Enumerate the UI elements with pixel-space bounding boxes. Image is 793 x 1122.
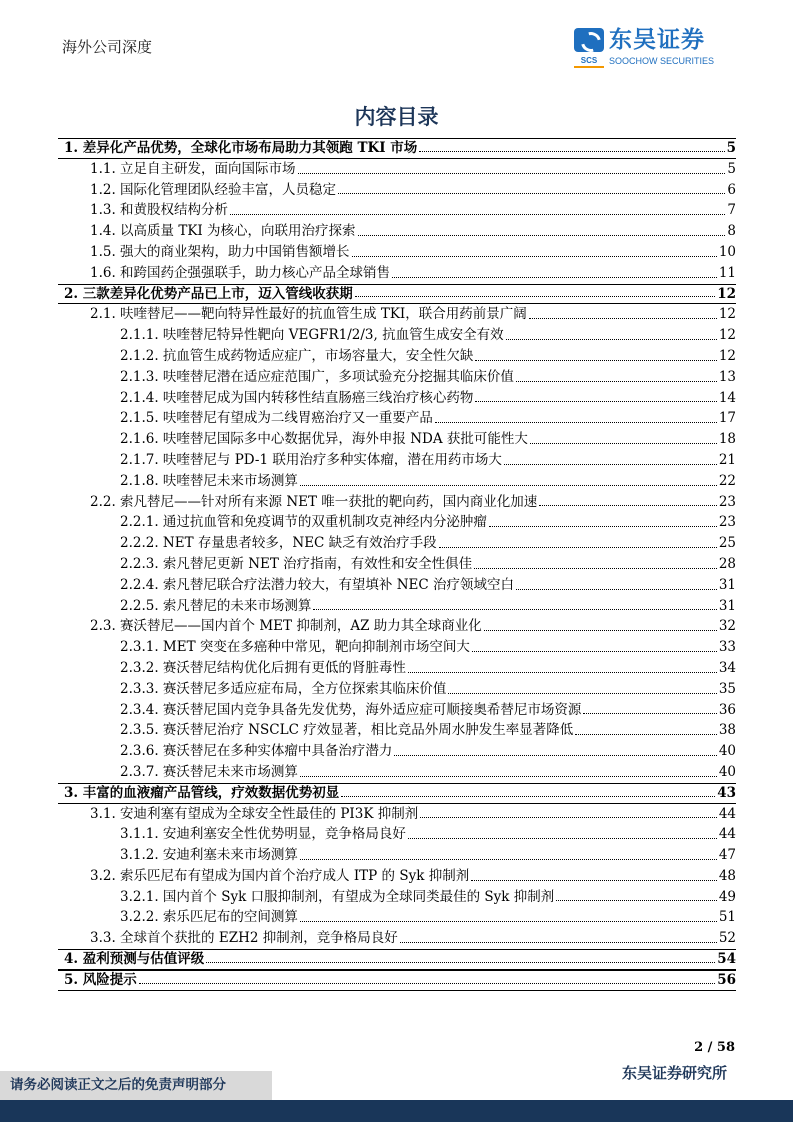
toc-entry[interactable] xyxy=(58,928,736,949)
disclaimer-note: 请务必阅读正文之后的免责声明部分 xyxy=(0,1071,272,1100)
toc-entry-label: 1.3. 和黄股权结构分析 xyxy=(90,202,229,219)
leader-dots xyxy=(352,256,717,257)
leader-dots xyxy=(474,568,717,569)
leader-dots xyxy=(556,900,717,901)
toc-entry-label: 2.3.4. 赛沃替尼国内竞争具备先发优势，海外适应症可顺接奥希替尼市场资源 xyxy=(120,701,582,718)
leader-dots xyxy=(300,776,717,777)
toc-entry-label: 3.2. 索乐匹尼布有望成为国内首个治疗成人 ITP 的 Syk 抑制剂 xyxy=(90,867,470,884)
leader-dots xyxy=(529,318,717,319)
toc-entry-page: 54 xyxy=(717,951,736,968)
toc-entry[interactable] xyxy=(58,512,736,533)
toc-entry-label: 2.3. 赛沃替尼——国内首个 MET 抑制剂，AZ 助力其全球商业化 xyxy=(90,618,482,635)
leader-dots xyxy=(530,443,717,444)
toc-entry[interactable] xyxy=(58,159,736,180)
soochow-logo xyxy=(574,28,739,68)
toc-entry-page: 17 xyxy=(718,410,736,427)
leader-dots xyxy=(471,880,717,881)
leader-dots xyxy=(439,547,717,548)
leader-dots xyxy=(300,485,717,486)
toc-entry-label: 2.2.4. 索凡替尼联合疗法潜力较大，有望填补 NEC 治疗领域空白 xyxy=(120,576,515,593)
leader-dots xyxy=(341,796,715,797)
toc-entry-label: 1.2. 国际化管理团队经验丰富，人员稳定 xyxy=(90,181,337,198)
toc-entry-page: 5 xyxy=(726,140,736,156)
leader-dots xyxy=(448,693,716,694)
toc-entry-page: 12 xyxy=(718,347,736,364)
toc-entry[interactable] xyxy=(58,866,736,887)
toc-entry[interactable] xyxy=(58,700,736,721)
toc-entry[interactable] xyxy=(58,783,736,804)
toc-entry[interactable] xyxy=(58,637,736,658)
toc-entry-page: 12 xyxy=(717,285,736,302)
toc-entry-label: 4. 盈利预测与估值评级 xyxy=(64,951,205,968)
logo-abbr: SCS xyxy=(574,56,604,68)
toc-entry-page: 12 xyxy=(718,327,736,344)
toc-entry-label: 2.1.4. 呋喹替尼成为国内转移性结直肠癌三线治疗核心药物 xyxy=(120,389,474,406)
leader-dots xyxy=(516,589,717,590)
toc-entry-label: 2.1.5. 呋喹替尼有望成为二线胃癌治疗又一重要产品 xyxy=(120,410,433,427)
toc-entry-label: 2.1.7. 呋喹替尼与 PD-1 联用治疗多种实体瘤，潜在用药市场大 xyxy=(120,451,502,468)
toc-entry-page: 49 xyxy=(718,888,736,905)
toc-entry-label: 2.1.8. 呋喹替尼未来市场测算 xyxy=(120,472,298,489)
toc-entry-page: 36 xyxy=(718,701,736,718)
toc-entry-page: 28 xyxy=(718,555,736,572)
table-of-contents xyxy=(58,138,736,991)
toc-entry-label: 3.1.2. 安迪利塞未来市场测算 xyxy=(120,847,298,864)
toc-entry[interactable] xyxy=(58,429,736,450)
leader-dots xyxy=(392,277,717,278)
report-category: 海外公司深度 xyxy=(62,38,153,56)
toc-title: 内容目录 xyxy=(354,104,439,129)
toc-entry[interactable] xyxy=(58,200,736,221)
leader-dots xyxy=(139,983,715,984)
toc-entry-label: 2.3.6. 赛沃替尼在多种实体瘤中具备治疗潜力 xyxy=(120,743,393,760)
toc-entry-label: 2.1. 呋喹替尼——靶向特异性最好的抗血管生成 TKI，联合用药前景广阔 xyxy=(90,306,527,323)
toc-entry[interactable] xyxy=(58,533,736,554)
toc-entry[interactable] xyxy=(58,471,736,492)
toc-entry[interactable] xyxy=(58,346,736,367)
leader-dots xyxy=(355,296,715,297)
toc-entry[interactable] xyxy=(58,575,736,596)
toc-entry[interactable] xyxy=(58,804,736,825)
footer-band xyxy=(0,1100,793,1122)
toc-entry-label: 2.3.3. 赛沃替尼多适应症布局，全方位探索其临床价值 xyxy=(120,680,447,697)
leader-dots xyxy=(313,609,716,610)
leader-dots xyxy=(539,505,717,506)
toc-entry-label: 2.3.1. MET 突变在多癌种中常见，靶向抑制剂市场空间大 xyxy=(120,639,470,656)
toc-entry-label: 1. 差异化产品优势，全球化市场布局助力其领跑 TKI 市场 xyxy=(64,140,418,156)
leader-dots xyxy=(358,235,726,236)
toc-entry-page: 23 xyxy=(718,514,736,531)
toc-entry-page: 32 xyxy=(718,618,736,635)
toc-entry-page: 43 xyxy=(717,784,736,801)
leader-dots xyxy=(504,464,717,465)
toc-entry-label: 2.3.2. 赛沃替尼结构优化后拥有更低的肾脏毒性 xyxy=(120,659,406,676)
leader-dots xyxy=(435,422,717,423)
toc-entry[interactable] xyxy=(58,887,736,908)
leader-dots xyxy=(408,672,717,673)
toc-entry[interactable] xyxy=(58,596,736,617)
toc-entry-page: 8 xyxy=(727,223,736,240)
toc-entry-page: 18 xyxy=(718,431,736,448)
toc-entry-page: 21 xyxy=(718,451,736,468)
toc-entry[interactable] xyxy=(58,658,736,679)
toc-entry-label: 3. 丰富的血液瘤产品管线，疗效数据优势初显 xyxy=(64,784,340,801)
toc-entry-page: 5 xyxy=(727,160,736,177)
toc-entry[interactable] xyxy=(58,304,736,325)
toc-entry-label: 3.1.1. 安迪利塞安全性优势明显，竞争格局良好 xyxy=(120,826,406,843)
logo-cn: 东吴证券 xyxy=(609,27,705,53)
toc-entry-label: 2.2. 索凡替尼——针对所有来源 NET 唯一获批的靶向药，国内商业化加速 xyxy=(90,493,538,510)
toc-entry[interactable] xyxy=(58,263,736,284)
toc-entry[interactable] xyxy=(58,388,736,409)
leader-dots xyxy=(300,859,717,860)
toc-entry[interactable] xyxy=(58,492,736,513)
toc-entry-page: 44 xyxy=(718,826,736,843)
toc-entry[interactable] xyxy=(58,450,736,471)
toc-entry-label: 1.5. 强大的商业架构，助力中国销售额增长 xyxy=(90,243,350,260)
toc-entry[interactable] xyxy=(58,907,736,928)
toc-entry[interactable] xyxy=(58,242,736,263)
toc-entry-label: 2.2.1. 通过抗血管和免疫调节的双重机制攻克神经内分泌肿瘤 xyxy=(120,514,487,531)
toc-entry[interactable] xyxy=(58,762,736,783)
toc-entry-page: 33 xyxy=(718,639,736,656)
leader-dots xyxy=(484,630,717,631)
toc-entry[interactable] xyxy=(58,679,736,700)
leader-dots xyxy=(300,921,717,922)
leader-dots xyxy=(583,713,716,714)
toc-entry-page: 51 xyxy=(718,909,736,926)
toc-entry[interactable] xyxy=(58,180,736,201)
toc-entry[interactable] xyxy=(58,367,736,388)
toc-entry-page: 12 xyxy=(718,306,736,323)
toc-entry-label: 2.1.1. 呋喹替尼特异性靶向 VEGFR1/2/3, 抗血管生成安全有效 xyxy=(120,327,504,344)
toc-entry-label: 5. 风险提示 xyxy=(64,971,137,988)
toc-entry-page: 40 xyxy=(718,743,736,760)
leader-dots xyxy=(338,193,725,194)
toc-entry-label: 2.1.2. 抗血管生成药物适应症广，市场容量大，安全性欠缺 xyxy=(120,347,474,364)
toc-entry-label: 3.3. 全球首个获批的 EZH2 抑制剂，竞争格局良好 xyxy=(90,930,398,947)
leader-dots xyxy=(516,381,717,382)
toc-entry[interactable] xyxy=(58,970,736,991)
toc-entry-page: 34 xyxy=(718,659,736,676)
toc-entry[interactable] xyxy=(58,325,736,346)
leader-dots xyxy=(419,151,724,152)
leader-dots xyxy=(230,214,725,215)
toc-entry-page: 31 xyxy=(718,597,736,614)
toc-entry-page: 23 xyxy=(718,493,736,510)
toc-entry-page: 52 xyxy=(718,930,736,947)
toc-entry-page: 7 xyxy=(727,202,736,219)
toc-entry[interactable] xyxy=(58,949,736,970)
leader-dots xyxy=(475,360,716,361)
toc-entry-label: 2.1.3. 呋喹替尼潜在适应症范围广，多项试验充分挖掘其临床价值 xyxy=(120,368,514,385)
toc-entry-label: 1.1. 立足自主研发，面向国际市场 xyxy=(90,160,296,177)
logo-mark-icon xyxy=(574,28,604,52)
logo-en: SOOCHOW SECURITIES xyxy=(609,56,715,66)
toc-entry[interactable] xyxy=(58,845,736,866)
toc-entry-label: 2.3.5. 赛沃替尼治疗 NSCLC 疗效显著，相比竞品外周水肿发生率显著降低 xyxy=(120,722,574,739)
toc-entry-page: 38 xyxy=(718,722,736,739)
toc-entry-page: 22 xyxy=(718,472,736,489)
toc-entry-label: 2.2.3. 索凡替尼更新 NET 治疗指南，有效性和安全性俱佳 xyxy=(120,555,473,572)
leader-dots xyxy=(400,942,717,943)
toc-entry-page: 25 xyxy=(718,535,736,552)
toc-entry-page: 47 xyxy=(718,847,736,864)
toc-entry-page: 11 xyxy=(718,264,736,281)
toc-entry[interactable] xyxy=(58,138,736,159)
toc-entry[interactable] xyxy=(58,408,736,429)
toc-entry[interactable] xyxy=(58,221,736,242)
toc-entry-page: 10 xyxy=(718,243,736,260)
leader-dots xyxy=(575,734,717,735)
toc-entry[interactable] xyxy=(58,824,736,845)
leader-dots xyxy=(298,173,726,174)
toc-entry-page: 56 xyxy=(717,971,736,988)
leader-dots xyxy=(489,526,717,527)
toc-entry-page: 6 xyxy=(727,181,736,198)
toc-entry-label: 2.3.7. 赛沃替尼未来市场测算 xyxy=(120,763,298,780)
toc-entry-label: 2. 三款差异化优势产品已上市，迈入管线收获期 xyxy=(64,285,353,302)
toc-entry[interactable] xyxy=(58,554,736,575)
toc-entry[interactable] xyxy=(58,741,736,762)
leader-dots xyxy=(472,651,717,652)
toc-entry-page: 40 xyxy=(718,763,736,780)
leader-dots xyxy=(408,838,717,839)
leader-dots xyxy=(394,755,716,756)
toc-entry-page: 13 xyxy=(718,368,736,385)
toc-entry-label: 3.2.1. 国内首个 Syk 口服抑制剂，有望成为全球同类最佳的 Syk 抑制剂 xyxy=(120,888,555,905)
toc-entry-page: 35 xyxy=(718,680,736,697)
toc-entry-label: 3.1. 安迪利塞有望成为全球安全性最佳的 PI3K 抑制剂 xyxy=(90,805,419,822)
toc-entry[interactable] xyxy=(58,284,736,305)
toc-entry-label: 2.2.2. NET 存量患者较多，NEC 缺乏有效治疗手段 xyxy=(120,535,437,552)
toc-entry-label: 1.4. 以高质量 TKI 为核心，向联用治疗探索 xyxy=(90,223,356,240)
toc-entry-page: 31 xyxy=(718,576,736,593)
toc-entry-page: 14 xyxy=(718,389,736,406)
leader-dots xyxy=(475,401,716,402)
toc-entry[interactable] xyxy=(58,616,736,637)
toc-entry-page: 44 xyxy=(718,805,736,822)
institute-name: 东吴证券研究所 xyxy=(621,1064,727,1082)
page-number: 2 / 58 xyxy=(694,1040,735,1055)
leader-dots xyxy=(420,817,717,818)
toc-entry-label: 3.2.2. 索乐匹尼布的空间测算 xyxy=(120,909,298,926)
leader-dots xyxy=(506,339,717,340)
toc-entry-page: 48 xyxy=(718,867,736,884)
toc-entry-label: 1.6. 和跨国药企强强联手，助力核心产品全球销售 xyxy=(90,264,391,281)
toc-entry-label: 2.1.6. 呋喹替尼国际多中心数据优异，海外申报 NDA 获批可能性大 xyxy=(120,431,528,448)
toc-entry-label: 2.2.5. 索凡替尼的未来市场测算 xyxy=(120,597,312,614)
toc-entry[interactable] xyxy=(58,720,736,741)
leader-dots xyxy=(206,962,715,963)
